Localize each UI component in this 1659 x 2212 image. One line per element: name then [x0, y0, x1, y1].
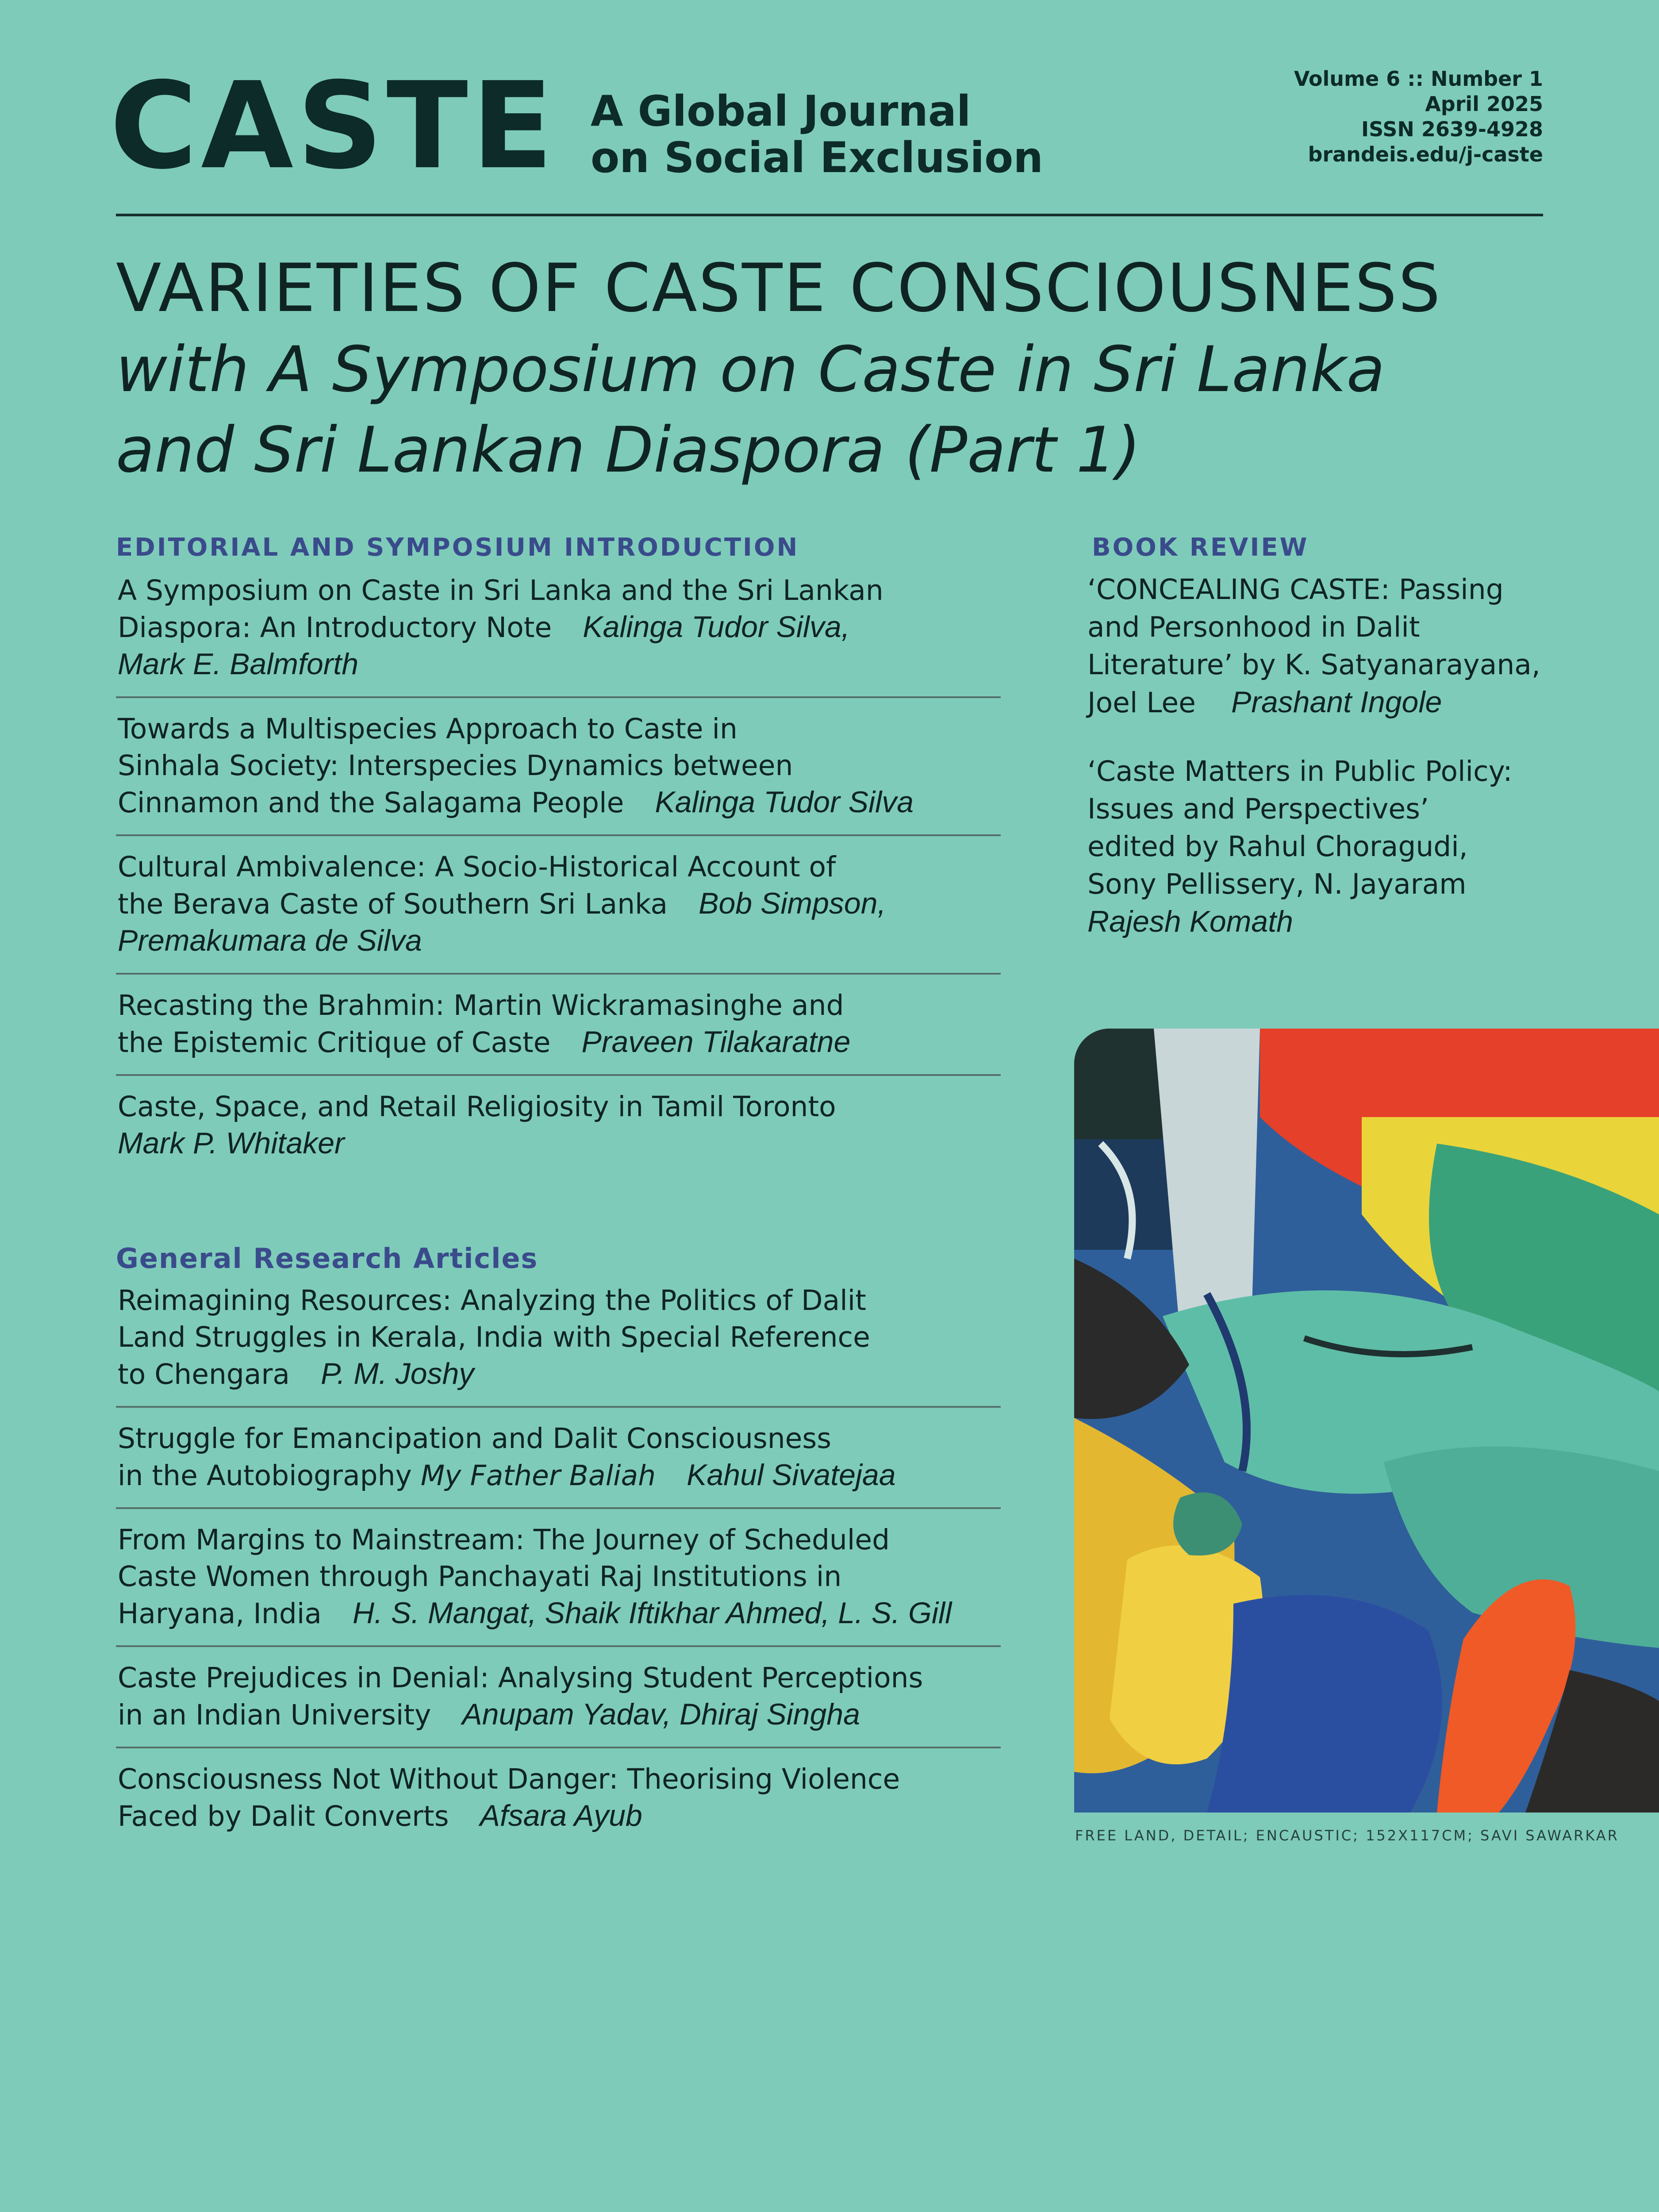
issue-issn: ISSN 2639-4928	[1361, 117, 1543, 141]
toc-entry-author: Anupam Yadav, Dhiraj Singha	[462, 1697, 860, 1731]
toc-entry-author: Kalinga Tudor Silva,	[583, 610, 850, 644]
toc-entry-title: Consciousness Not Without Danger: Theorising Violence Faced by Dalit Converts	[118, 1763, 900, 1832]
book-review-entry[interactable]	[1087, 571, 1618, 722]
book-review-title: ‘Caste Matters in Public Policy: Issues and Perspectives’ edited by Rahul Choragudi, Sony Pellissery, N. Jayaram	[1087, 755, 1513, 900]
editorial-toc	[116, 560, 1001, 1175]
toc-entry-author: Kahul Sivatejaa	[687, 1458, 896, 1492]
toc-entry-author: Afsara Ayub	[480, 1799, 642, 1832]
toc-entry-title: Caste, Space, and Retail Religiosity in Tamil Toronto	[118, 1091, 836, 1123]
toc-entry[interactable]	[116, 1509, 1001, 1647]
journal-subtitle-line2: on Social Exclusion	[591, 134, 1043, 182]
toc-entry-title: Cultural Ambivalence: A Socio-Historical Account of the Berava Caste of Southern Sri Lanka	[118, 851, 836, 920]
research-section-heading: General Research Articles	[116, 1242, 538, 1275]
toc-entry[interactable]	[116, 1748, 1001, 1848]
toc-entry-title: Recasting the Brahmin: Martin Wickramasinghe and the Epistemic Critique of Caste	[118, 989, 844, 1059]
artwork-caption: FREE LAND, DETAIL; ENCAUSTIC; 152X117CM; SAVI SAWARKAR	[1075, 1827, 1619, 1844]
toc-entry-title: Struggle for Emancipation and Dalit Consciousness in the Autobiography	[118, 1422, 832, 1492]
toc-entry-author: Mark E. Balmforth	[118, 647, 359, 681]
toc-entry-title: A Symposium on Caste in Sri Lanka and the Sri Lankan Diaspora: An Introductory Note	[118, 574, 883, 644]
book-review-author: Prashant Ingole	[1231, 685, 1442, 719]
toc-entry-author: Mark P. Whitaker	[118, 1126, 345, 1160]
toc-entry-author: P. M. Joshy	[320, 1357, 474, 1390]
research-toc	[116, 1270, 1001, 1848]
masthead-divider	[116, 214, 1543, 216]
toc-entry-author: H. S. Mangat, Shaik Iftikhar Ahmed, L. S. Gill	[352, 1596, 952, 1630]
book-review-list	[1087, 571, 1618, 972]
book-review-heading: BOOK REVIEW	[1092, 533, 1309, 562]
book-review-entry[interactable]	[1087, 753, 1618, 941]
issue-title-line3: and Sri Lankan Diaspora (Part 1)	[116, 414, 1141, 487]
book-review-author: Rajesh Komath	[1087, 905, 1293, 938]
toc-entry[interactable]	[116, 1408, 1001, 1509]
issue-title-line2: with A Symposium on Caste in Sri Lanka	[116, 333, 1385, 406]
toc-entry-title: Reimagining Resources: Analyzing the Politics of Dalit Land Struggles in Kerala, India with Special Reference to Chengara	[118, 1284, 870, 1390]
toc-entry[interactable]	[116, 698, 1001, 836]
toc-entry-author: Bob Simpson,	[699, 887, 886, 920]
editorial-section-heading: EDITORIAL AND SYMPOSIUM INTRODUCTION	[116, 533, 799, 562]
toc-entry[interactable]	[116, 975, 1001, 1076]
journal-url[interactable]: brandeis.edu/j-caste	[1308, 142, 1543, 166]
toc-entry-title: Towards a Multispecies Approach to Caste in Sinhala Society: Interspecies Dynamics between Cinnamon and the Salagama People	[118, 713, 793, 819]
toc-entry[interactable]	[116, 836, 1001, 975]
issue-info	[1294, 66, 1543, 167]
issue-volume: Volume 6 :: Number 1	[1294, 67, 1543, 91]
toc-entry[interactable]	[116, 1076, 1001, 1175]
toc-entry-author: Premakumara de Silva	[118, 924, 422, 957]
book-review-title: ‘CONCEALING CASTE: Passing and Personhood in Dalit Literature’ by K. Satyanarayana, Joel Lee	[1087, 573, 1540, 719]
cover-artwork	[1074, 1029, 1659, 1813]
issue-title-line1: VARIETIES OF CASTE CONSCIOUSNESS	[116, 250, 1442, 327]
journal-title: CASTE	[110, 56, 557, 196]
issue-date: April 2025	[1425, 92, 1543, 116]
toc-entry[interactable]	[116, 560, 1001, 698]
issue-title	[116, 248, 1576, 491]
painting-image	[1074, 1029, 1659, 1813]
toc-entry-author: Praveen Tilakaratne	[581, 1025, 851, 1059]
journal-subtitle	[591, 88, 1043, 181]
toc-entry-author: Kalinga Tudor Silva	[655, 785, 914, 819]
toc-entry[interactable]	[116, 1270, 1001, 1408]
toc-entry-title-italic: My Father Baliah	[420, 1459, 656, 1492]
toc-entry-title: Caste Prejudices in Denial: Analysing Student Perceptions in an Indian University	[118, 1662, 923, 1731]
toc-entry[interactable]	[116, 1647, 1001, 1748]
journal-subtitle-line1: A Global Journal	[591, 87, 971, 136]
toc-entry-title: From Margins to Mainstream: The Journey of Scheduled Caste Women through Panchayati Raj Institutions in Haryana, India	[118, 1524, 890, 1630]
